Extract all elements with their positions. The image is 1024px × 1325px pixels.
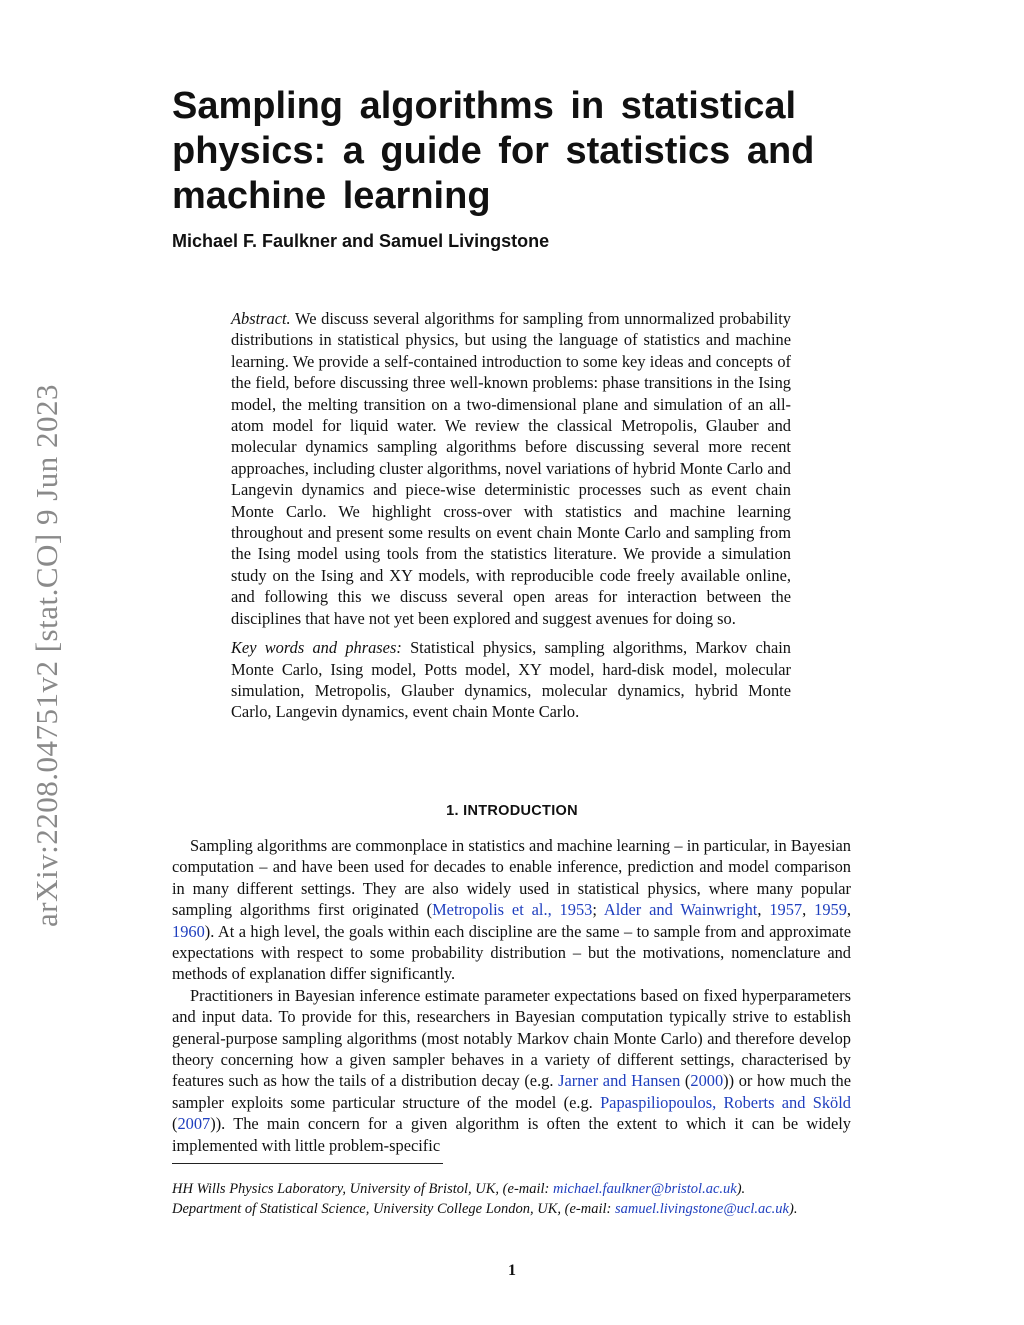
paper-title: Sampling algorithms in statistical physics: a guide for statistics and machine learning (172, 85, 815, 217)
citation-link[interactable]: 1959 (814, 900, 847, 920)
text-span: )). The main concern for a given algorithm is often the extent to which it can be widely implemented with little problem-specific (172, 1114, 851, 1155)
text-span: ). (736, 1181, 746, 1197)
section-heading-introduction: 1. INTRODUCTION (446, 803, 578, 819)
footnotes (172, 1180, 852, 1219)
citation-link[interactable]: 2007 (177, 1114, 211, 1134)
text-span: Practitioners in Bayesian inference estimate parameter expectations based on fixed hyperparameters and input data. To provide for this, researchers in Bayesian computation typically strive to establish general-purpose sampling algorithms (most notably Markov chain Monte Carlo) and therefore develop theory concerning how a given sampler behaves in a variety of different settings, characterised by features such as how the tails of a distribution decay (e.g. (172, 985, 851, 1091)
intro-paragraph-1 (172, 835, 851, 985)
text-span: ( (172, 1114, 178, 1134)
text-span: , (846, 900, 852, 920)
footnote-affiliation-1 (172, 1180, 852, 1200)
text-span: HH Wills Physics Laboratory, University of Bristol, UK, (e-mail: (172, 1181, 554, 1197)
footnote-divider (172, 1163, 443, 1164)
text-span: ; (592, 900, 604, 920)
text-span: ). (789, 1200, 798, 1217)
text-span: Sampling algorithms are commonplace in statistics and machine learning – in particular, in Bayesian computation – and have been used for decades to enable inference, prediction and model comparison in many different settings. They are also widely used in statistical physics, where many popular sampling algorithms first originated ( (172, 836, 851, 920)
abstract-text: We discuss several algorithms for sampling from unnormalized probability distributions in statistical physics, but using the language of statistics and machine learning. We provide a self-contained introduction to some key ideas and concepts of the field, before discussing three well-known problems: phase transitions in the Ising model, the melting transition on a two-dimensional plane and simulation of an all-atom model for liquid water. We review the classical Metropolis, Glauber and molecular dynamics sampling algorithms before discussing several more recent approaches, including cluster algorithms, novel variations of hybrid Monte Carlo and Langevin dynamics and piece-wise deterministic processes such as event chain Monte Carlo. We highlight cross-over with statistics and machine learning throughout and present some results on event chain Monte Carlo and sampling from the Ising model using tools from the statistics literature. We provide a simulation study on the Ising and XY models, with reproducible code freely available online, and following this we discuss several open areas for interaction between the disciplines that have not yet been explored and suggest avenues for doing so. (231, 309, 791, 628)
keywords-text: Statistical physics, sampling algorithms, Markov chain Monte Carlo, Ising model, Potts model, XY model, hard-disk model, molecular simulation, Metropolis, Glauber dynamics, molecular dynamics, hybrid Monte Carlo, Langevin dynamics, event chain Monte Carlo. (231, 638, 791, 722)
citation-link[interactable]: 1957 (769, 900, 803, 920)
text-span: , (802, 900, 815, 920)
citation-link[interactable]: Alder and Wainwright (603, 900, 758, 920)
intro-paragraph-2 (172, 985, 851, 1156)
email-link[interactable]: michael.faulkner@bristol.ac.uk (553, 1181, 737, 1197)
text-span: , (757, 900, 770, 920)
abstract (231, 308, 791, 723)
text-span: Department of Statistical Science, University College London, UK, (e-mail: (172, 1200, 615, 1217)
citation-link[interactable]: Jarner and Hansen (558, 1071, 681, 1091)
abstract-paragraph (231, 308, 791, 629)
text-span: )) or how much the sampler exploits some particular structure of the model (e.g. (172, 1071, 851, 1112)
text-span: ). At a high level, the goals within each discipline are the same – to sample from and approximate expectations with respect to some probability distribution – but the motivations, nomenclature and methods of explanation differ significantly. (172, 921, 851, 984)
citation-link[interactable]: 1960 (172, 921, 205, 941)
citation-link[interactable]: Metropolis et al., 1953 (432, 900, 593, 920)
email-link[interactable]: samuel.livingstone@ucl.ac.uk (614, 1200, 789, 1217)
author-list: Michael F. Faulkner and Samuel Livingstone (172, 231, 550, 251)
text-span: ( (680, 1071, 691, 1091)
introduction-body (172, 835, 851, 1156)
keywords-paragraph (231, 637, 791, 723)
footnote-affiliation-2 (172, 1200, 852, 1220)
page-number: 1 (508, 1262, 516, 1279)
abstract-label: Abstract. (231, 309, 291, 328)
keywords-label: Key words and phrases: (231, 638, 402, 658)
citation-link[interactable]: 2000 (690, 1071, 724, 1091)
arxiv-identifier: arXiv:2208.04751v2 [stat.CO] 9 Jun 2023 (29, 383, 64, 927)
citation-link[interactable]: Papaspiliopoulos, Roberts and Sköld (600, 1092, 851, 1112)
